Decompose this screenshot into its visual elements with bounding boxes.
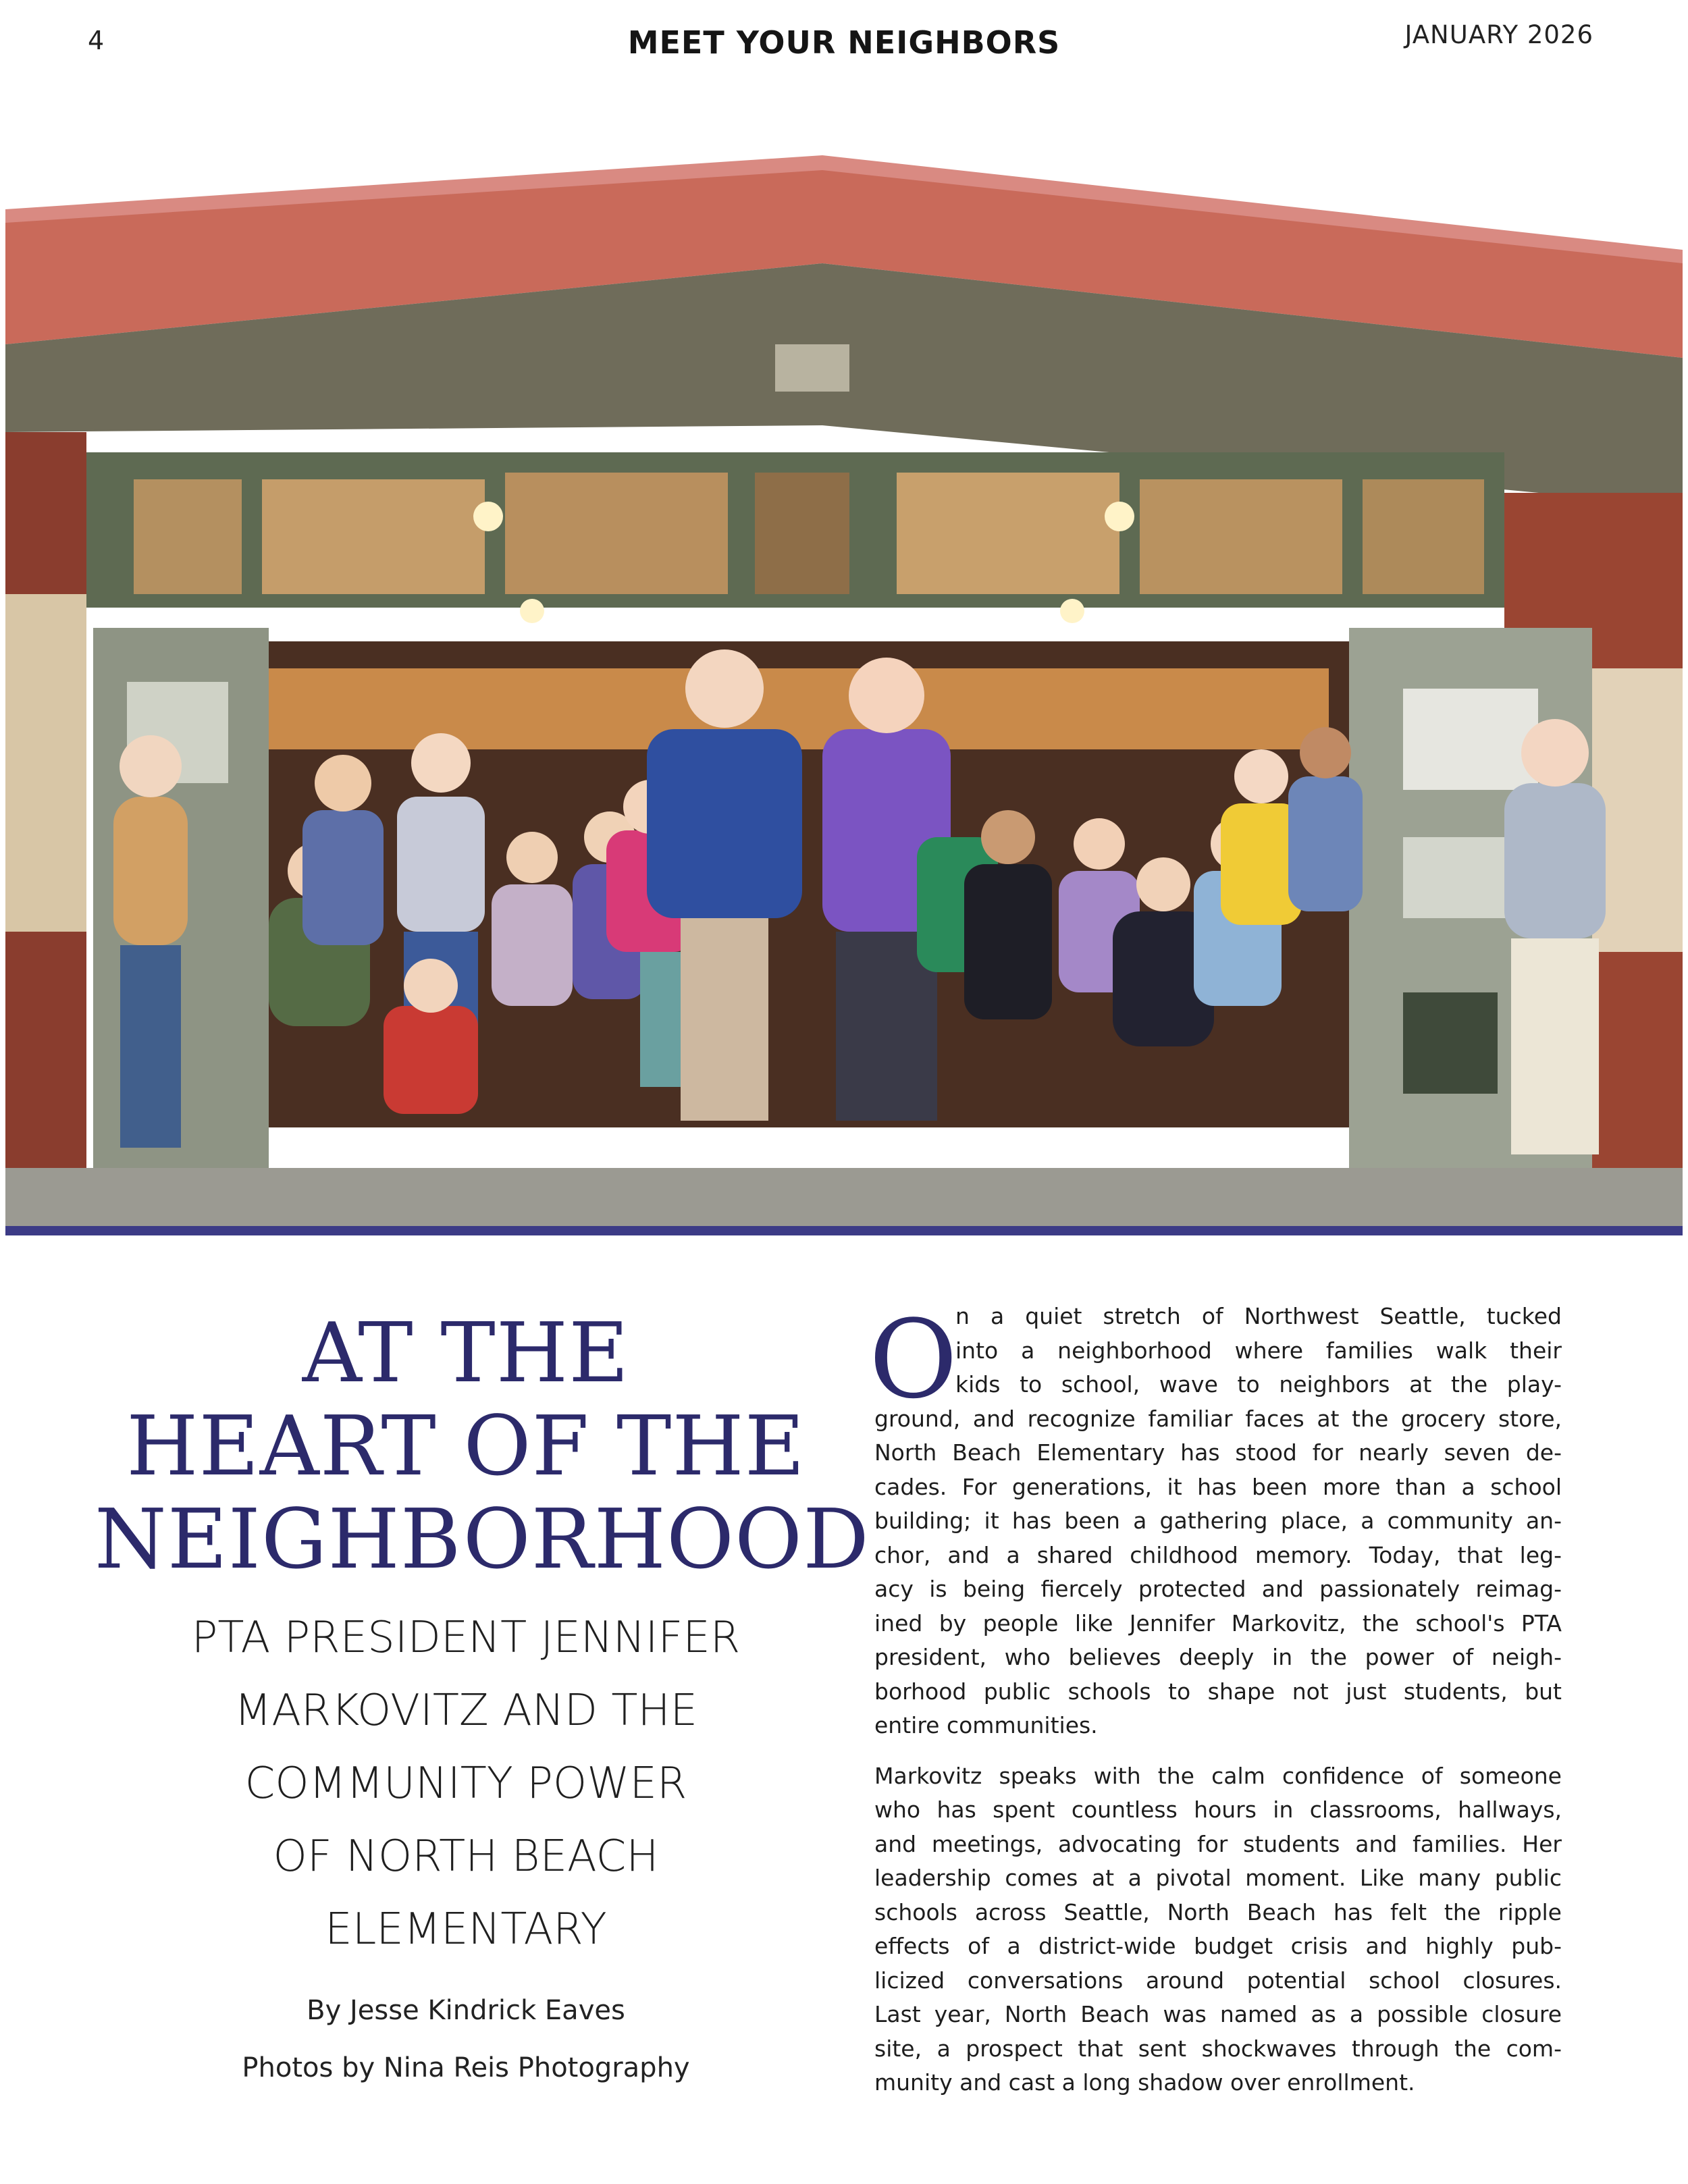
deck: [95, 1601, 837, 1966]
body-line: borhood public schools to shape not just students, but: [874, 1678, 1562, 1705]
deck-line: ELEMENTARY: [325, 1905, 607, 1954]
deck-line: OF NORTH BEACH: [273, 1832, 659, 1882]
body-line: munity and cast a long shadow over enrollment.: [874, 2069, 1415, 2096]
body-line: leadership comes at a pivotal moment. Like many public: [874, 1865, 1562, 1891]
body-line: and meetings, advocating for students and families. Her: [874, 1830, 1562, 1857]
body-line: chor, and a shared childhood memory. Today, that leg-: [874, 1541, 1562, 1568]
body-line: Last year, North Beach was named as a possible closure: [874, 2001, 1562, 2027]
paragraph-1: [874, 1300, 1562, 1743]
deck-line: MARKOVITZ AND THE: [234, 1686, 698, 1736]
drop-cap: O: [869, 1296, 958, 1422]
article-body: [869, 1296, 1562, 2100]
headline: [95, 1305, 870, 1587]
body-line: Markovitz speaks with the calm confidence of someone: [874, 1762, 1562, 1789]
body-line: n a quiet stretch of Northwest Seattle, tucked: [955, 1303, 1562, 1329]
body-line: site, a prospect that sent shockwaves through the com-: [874, 2035, 1562, 2062]
issue-date: JANUARY 2026: [1404, 20, 1593, 49]
body-line: kids to school, wave to neighbors at the play-: [955, 1371, 1562, 1397]
feature-photo: [5, 155, 1683, 1235]
body-line: licized conversations around potential school closures.: [874, 1967, 1562, 1994]
body-line: effects of a district-wide budget crisis and highly pub-: [874, 1933, 1562, 1959]
body-line: North Beach Elementary has stood for nearly seven de-: [874, 1439, 1562, 1466]
deck-line: COMMUNITY POWER: [244, 1759, 687, 1809]
body-line: ground, and recognize familiar faces at the grocery store,: [874, 1405, 1562, 1432]
body-line: acy is being fiercely protected and passionately reimag-: [874, 1576, 1562, 1602]
headline-line: AT THE: [302, 1305, 630, 1401]
body-line: cades. For generations, it has been more than a school: [874, 1473, 1562, 1500]
photo-credit: Photos by Nina Reis Photography: [242, 2052, 690, 2083]
headline-line: HEART OF THE: [126, 1398, 806, 1494]
headline-line: NEIGHBORHOOD: [95, 1491, 870, 1587]
body-line: building; it has been a gathering place, a community an-: [874, 1508, 1562, 1534]
entry-floor: [5, 1168, 1683, 1235]
paragraph-2: [874, 1759, 1562, 2100]
deck-line: PTA PRESIDENT JENNIFER: [191, 1613, 741, 1663]
school-entrance-illustration: [5, 155, 1683, 1235]
page-number: 4: [88, 26, 105, 55]
byline: By Jesse Kindrick Eaves: [307, 1995, 625, 2026]
body-line: into a neighborhood where families walk their: [955, 1337, 1562, 1364]
body-line: who has spent countless hours in classrooms, hallways,: [874, 1796, 1562, 1823]
body-line: schools across Seattle, North Beach has felt the ripple: [874, 1898, 1562, 1925]
section-title: MEET YOUR NEIGHBORS: [627, 24, 1061, 61]
body-line: entire communities.: [874, 1712, 1098, 1738]
photo-rule: [5, 1226, 1683, 1235]
body-line: ined by people like Jennifer Markovitz, the school's PTA: [874, 1609, 1562, 1636]
body-line: president, who believes deeply in the power of neigh-: [874, 1644, 1562, 1670]
